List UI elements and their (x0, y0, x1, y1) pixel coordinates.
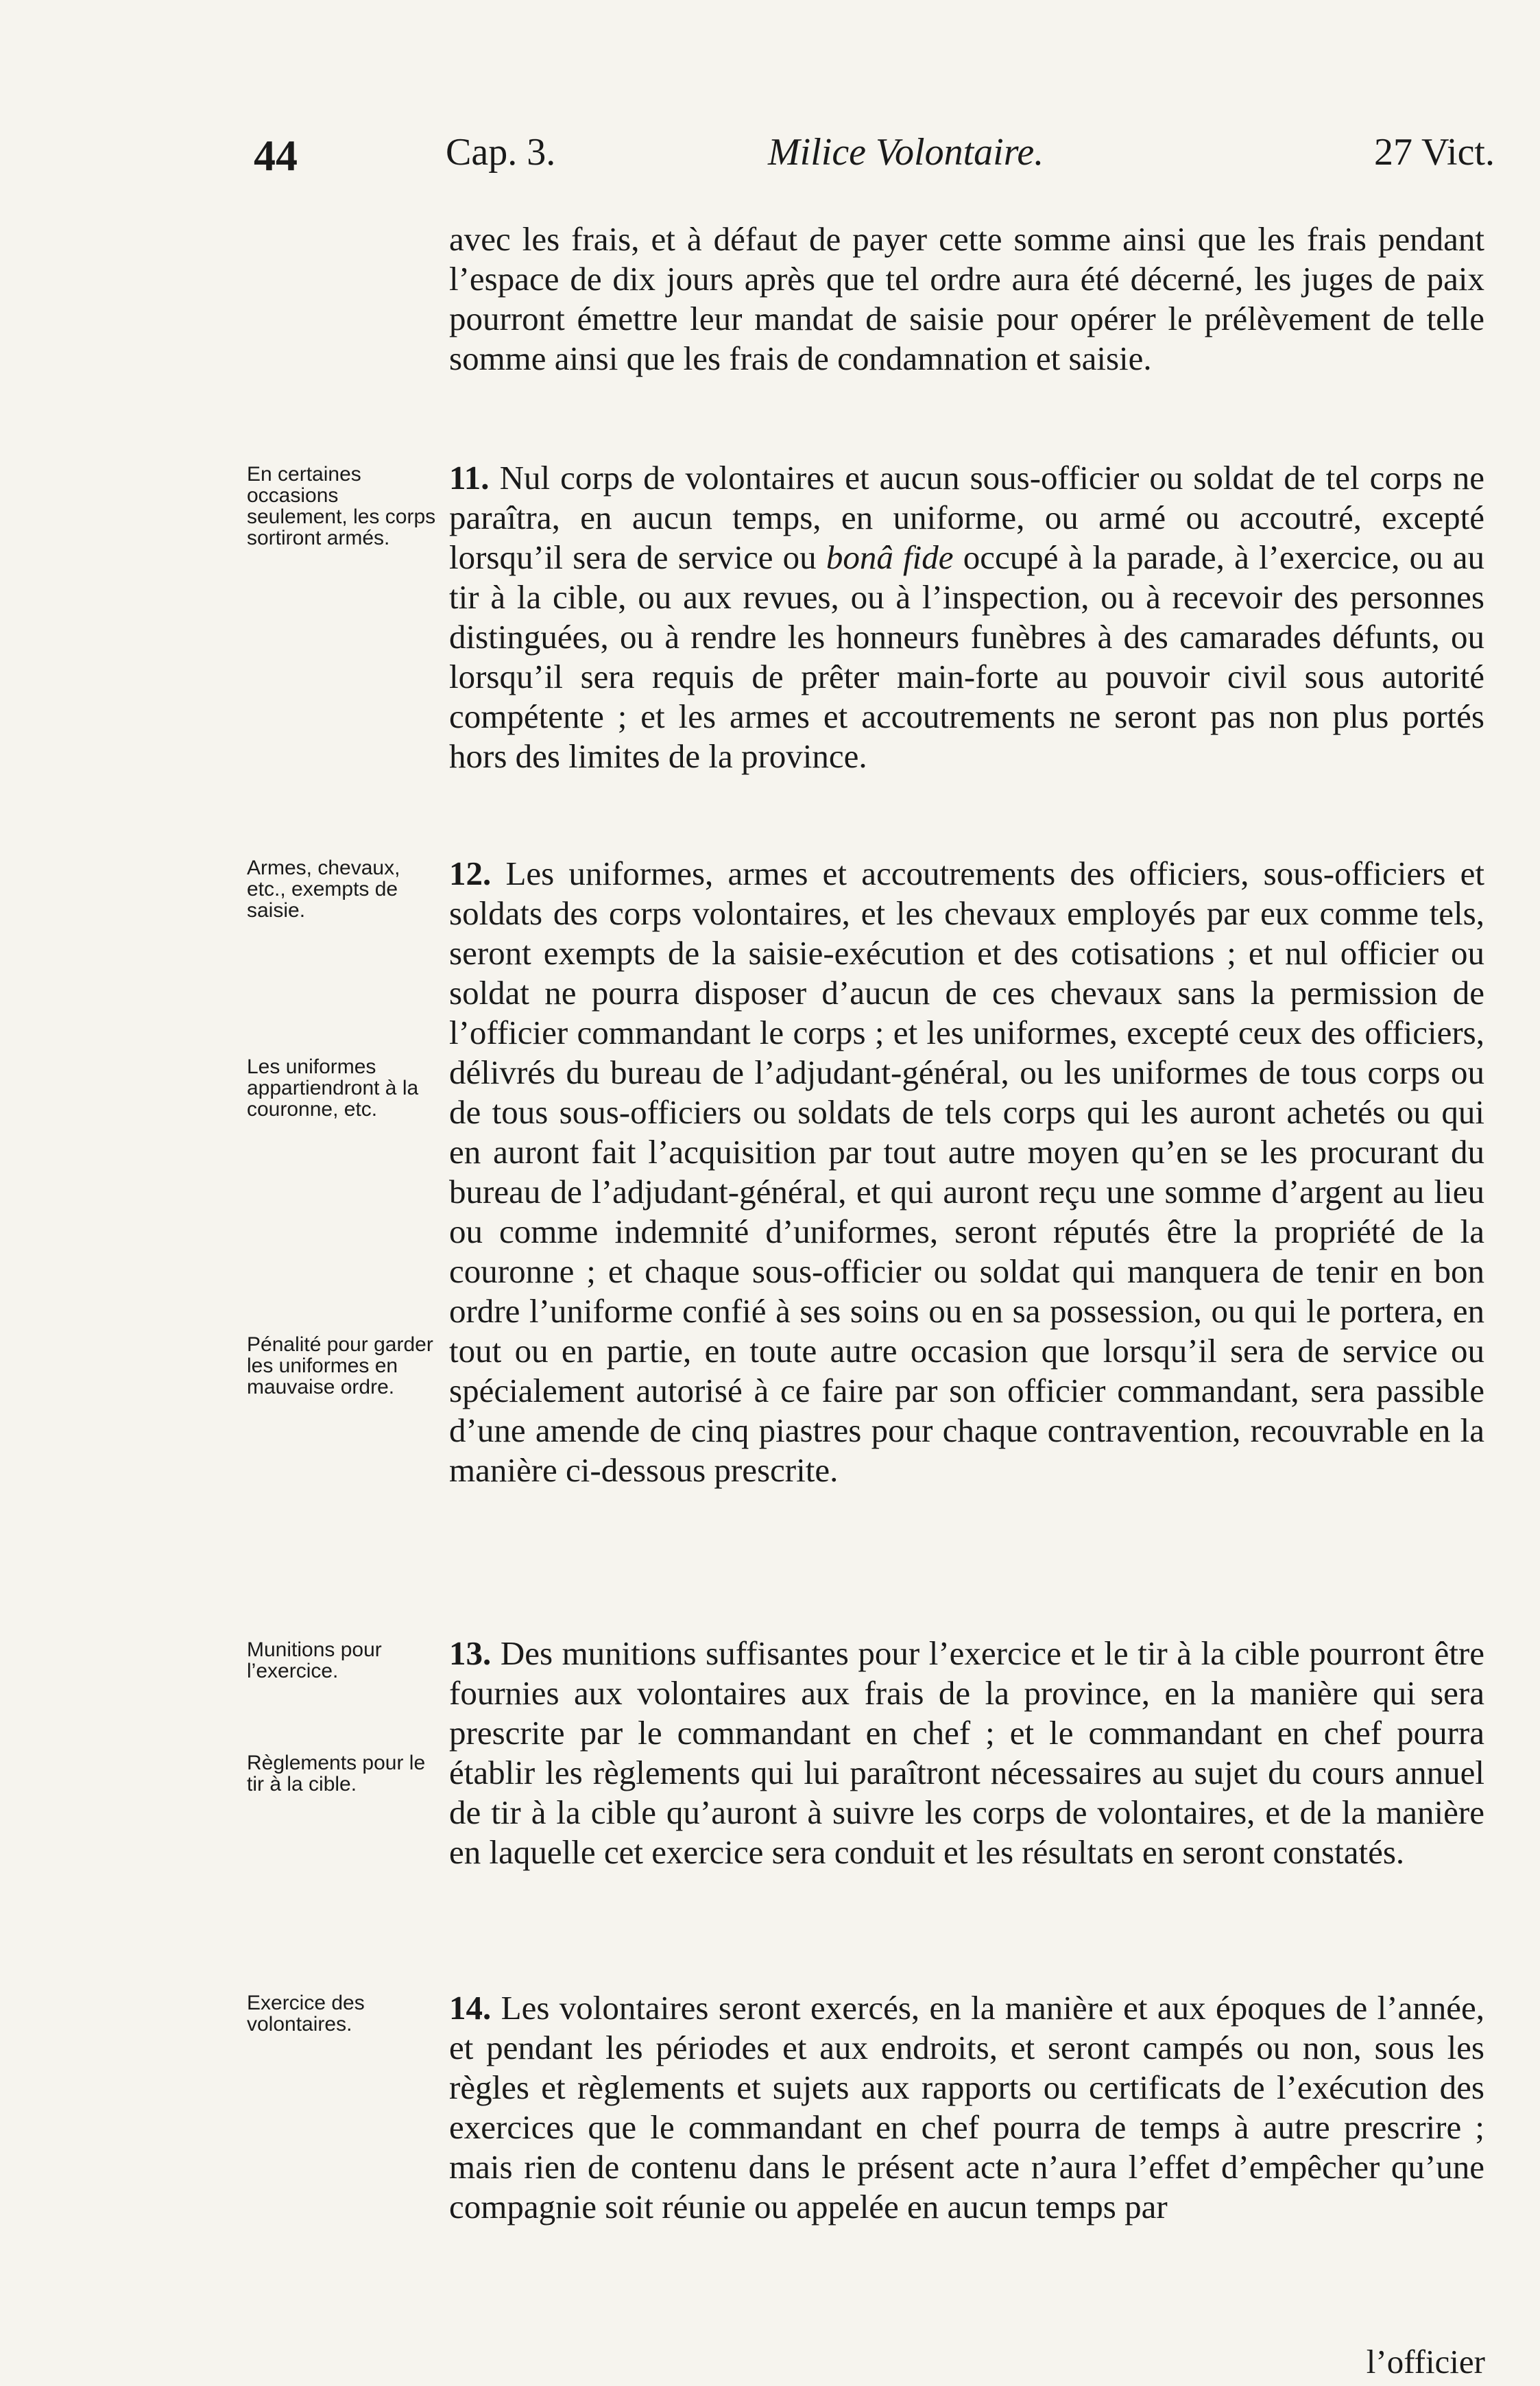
section-number: 11. (449, 459, 490, 497)
section-number: 14. (449, 1989, 492, 2027)
section-11: 11. Nul corps de volontaires et aucun sous-officier ou soldat de tel corps ne paraîtra, en aucun temps, en uniforme, ou armé ou accoutré, excepté lorsqu’il sera de service ou bonâ fide occupé à la parade, à l’exercice, ou au tir à la cible, ou aux revues, ou à l’inspection, ou à recevoir des personnes distinguées, ou à rendre les honneurs funèbres à des camarades défunts, ou lorsqu’il sera requis de prêter main-forte au pouvoir civil sous autorité compétente ; et les armes et accoutrements ne seront pas non plus portés hors des limites de la province. (449, 459, 1485, 775)
page-number: 44 (254, 131, 298, 180)
section-number: 13. (449, 1634, 492, 1672)
marginal-note: Pénalité pour garder les uniformes en mauvaise ordre. (247, 1333, 433, 1398)
marginal-note: Exercice des volontaires. (247, 1992, 365, 2036)
section-12: 12. Les uniformes, armes et accoutrements des officiers, sous-officiers et soldats des corps volontaires, et les chevaux employés par eux comme tels, seront exempts de la saisie-exécution et des cotisations ; et nul officier ou soldat ne pourra disposer d’aucun de ces chevaux sans la permission de l’officier commandant le corps ; et les uniformes, excepté ceux des officiers, délivrés du bureau de l’adjudant-général, ou les uniformes de tous corps ou de tous sous-officiers ou soldats de tels corps qui les auront achetés ou qui en auront fait l’acquisition par tout autre moyen qu’en se les procurant du bureau de l’adjudant-général, et qui auront reçu une somme d’argent au lieu ou comme indemnité d’uniformes, seront réputés être la propriété de la couronne ; et chaque sous-officier ou soldat qui manquera de tenir en bon ordre l’uniforme confié à ses soins ou en sa possession, ou qui le portera, en tout ou en partie, en toute autre occasion que lorsqu’il sera de service ou spécialement autorisé à ce faire par son officier commandant, sera passible d’une amende de cinq piastres pour chaque contravention, recouvrable en la manière ci-dessous prescrite. (449, 855, 1484, 1489)
marginal-note: Armes, chevaux, etc., exempts de saisie. (247, 857, 400, 922)
regnal-year: 27 Vict. (1373, 131, 1495, 174)
marginal-note: Les uniformes appartiendront à la couronne, etc. (247, 1055, 419, 1121)
section-14: 14. Les volontaires seront exercés, en la manière et aux époques de l’année, et pendant les périodes et aux endroits, et seront campés ou non, sous les règles et règlements et sujets aux rapports ou certificats de l’exécution des exercices que le commandant en chef pourra de temps à autre prescrire ; mais rien de contenu dans le présent acte n’aura l’effet d’empêcher qu’une compagnie soit réunie ou appelée en aucun temps par (449, 1989, 1484, 2226)
catchword: l’officier (1366, 2343, 1485, 2381)
running-header (247, 130, 1495, 206)
marginal-note: Règlements pour le tir à la cible. (247, 1752, 426, 1796)
section-number: 12. (449, 855, 492, 892)
section-13: 13. Des munitions suffisantes pour l’exercice et le tir à la cible pourront être fournies aux volontaires aux frais de la province, en la manière qui sera prescrite par le commandant en chef ; et le commandant en chef pourra établir les règlements qui lui paraîtront nécessaires au sujet du cours annuel de tir à la cible qu’auront à suivre les corps de volontaires, et de la manière en laquelle cet exercice sera conduit et les résultats en seront constatés. (449, 1634, 1485, 1871)
chapter-label: Cap. 3. (446, 131, 556, 174)
running-title: Milice Volontaire. (768, 131, 1044, 174)
marginal-note: En certaines occasions seulement, les corps sortiront armés. (247, 463, 436, 549)
paragraph-continuation: avec les frais, et à défaut de payer cette somme ainsi que les frais pendant l’espace de dix jours après que tel ordre aura été décerné, les juges de paix pourront émettre leur mandat de saisie pour opérer le prélèvement de telle somme ainsi que les frais de condamnation et saisie. (449, 220, 1484, 377)
marginal-note: Munitions pour l’exercice. (247, 1638, 382, 1682)
